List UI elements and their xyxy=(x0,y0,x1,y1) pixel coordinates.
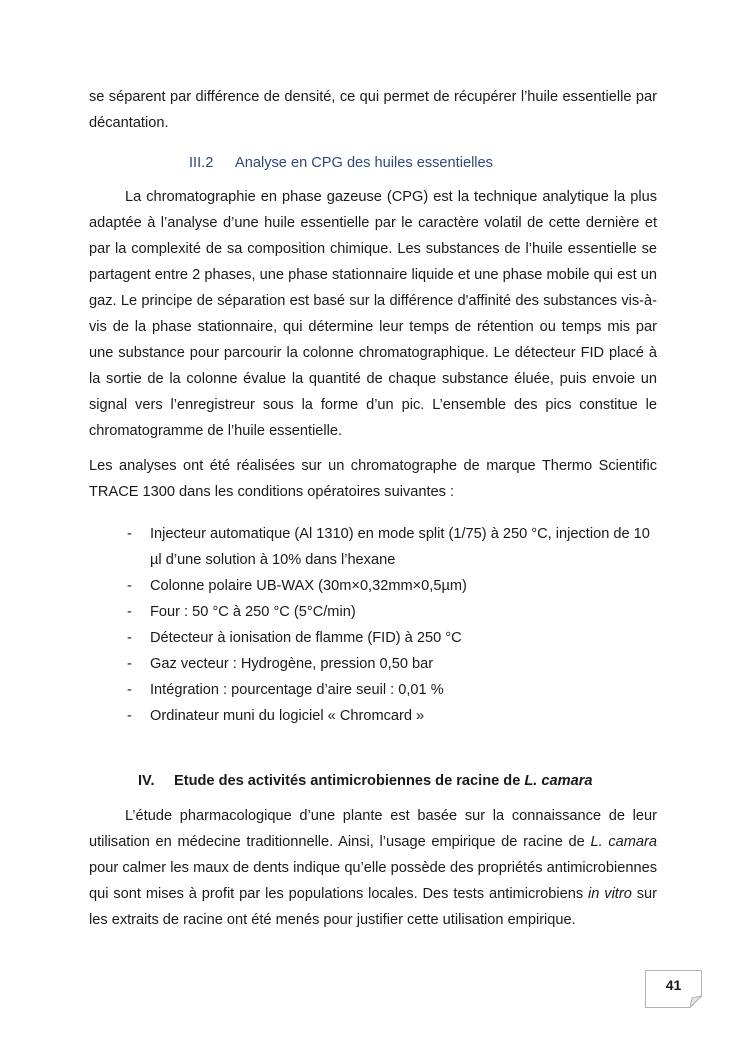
section-number: IV. xyxy=(138,773,155,789)
list-item xyxy=(89,625,657,651)
list-item xyxy=(89,573,657,599)
list-item xyxy=(89,521,657,573)
list-item xyxy=(89,651,657,677)
list-dash: - xyxy=(127,630,132,646)
list-item xyxy=(89,703,657,729)
page-number-box xyxy=(645,970,702,1008)
cpg-paragraph: La chromatographie en phase gazeuse (CPG) est la technique analytique la plus adaptée à l’analyse d’une huile essentielle par le caractère volatil de cette dernière et par la complexité de sa composition chimique. Les substances de l’huile essentielle se partagent entre 2 phases, une phase stationnaire liquide et une phase mobile qui est un gaz. Le principe de séparation est basé sur la différence d'affinité des substances vis-à-vis de la phase stationnaire, qui détermine leur temps de rétention ou temps mis par une substance pour parcourir la colonne chromatographique. Le détecteur FID placé à la sortie de la colonne évalue la quantité de chaque substance éluée, puis envoie un signal vers l’enregistreur sous la forme d’un pic. L’ensemble des pics constitue le chromatogramme de l’huile essentielle. xyxy=(89,189,657,439)
subsection-number: III.2 xyxy=(189,155,214,171)
page-number: 41 xyxy=(665,977,682,993)
list-dash: - xyxy=(127,526,132,542)
list-dash: - xyxy=(127,682,132,698)
list-item-text: Colonne polaire UB-WAX (30m×0,32mm×0,5µm) xyxy=(150,578,467,594)
subsection-title: Analyse en CPG des huiles essentielles xyxy=(235,155,493,171)
etude-text-1: L’étude pharmacologique d’une plante est basée sur la connaissance de leur utilisation en médecine traditionnelle. Ainsi, l’usage empirique de racine de xyxy=(89,808,657,850)
subsection-heading xyxy=(189,152,493,174)
etude-in-vitro: in vitro xyxy=(588,886,632,902)
section-heading xyxy=(138,770,593,792)
etude-text-3: sur les extraits de racine ont été menés pour justifier cette utilisation empirique. xyxy=(89,886,658,928)
list-dash: - xyxy=(127,578,132,594)
list-dash: - xyxy=(127,656,132,672)
section-title: Etude des activités antimicrobiennes de racine de xyxy=(174,773,521,789)
list-item-text: Injecteur automatique (Al 1310) en mode split (1/75) à 250 °C, injection de 10 µl d’une solution à 10% dans l’hexane xyxy=(150,526,650,568)
etude-text-2: pour calmer les maux de dents indique qu’elle possède des propriétés antimicrobiennes qui sont mises à profit par les populations locales. Des tests antimicrobiens xyxy=(89,860,657,902)
etude-species: L. camara xyxy=(590,834,658,850)
list-item xyxy=(89,599,657,625)
conditions-list xyxy=(89,521,657,729)
list-item-text: Gaz vecteur : Hydrogène, pression 0,50 bar xyxy=(150,656,434,672)
list-item xyxy=(89,677,657,703)
intro-paragraph: se séparent par différence de densité, ce qui permet de récupérer l’huile essentielle par décantation. xyxy=(89,89,657,131)
list-item-text: Détecteur à ionisation de flamme (FID) à 250 °C xyxy=(150,630,462,646)
list-dash: - xyxy=(127,708,132,724)
list-item-text: Intégration : pourcentage d’aire seuil : 0,01 % xyxy=(150,682,444,698)
list-dash: - xyxy=(127,604,132,620)
list-item-text: Ordinateur muni du logiciel « Chromcard » xyxy=(150,708,425,724)
analyses-paragraph: Les analyses ont été réalisées sur un chromatographe de marque Thermo Scientific TRACE 1300 dans les conditions opératoires suivantes : xyxy=(89,458,657,500)
list-item-text: Four : 50 °C à 250 °C (5°C/min) xyxy=(150,604,356,620)
etude-paragraph xyxy=(89,803,657,933)
section-title-species: L. camara xyxy=(524,773,593,789)
